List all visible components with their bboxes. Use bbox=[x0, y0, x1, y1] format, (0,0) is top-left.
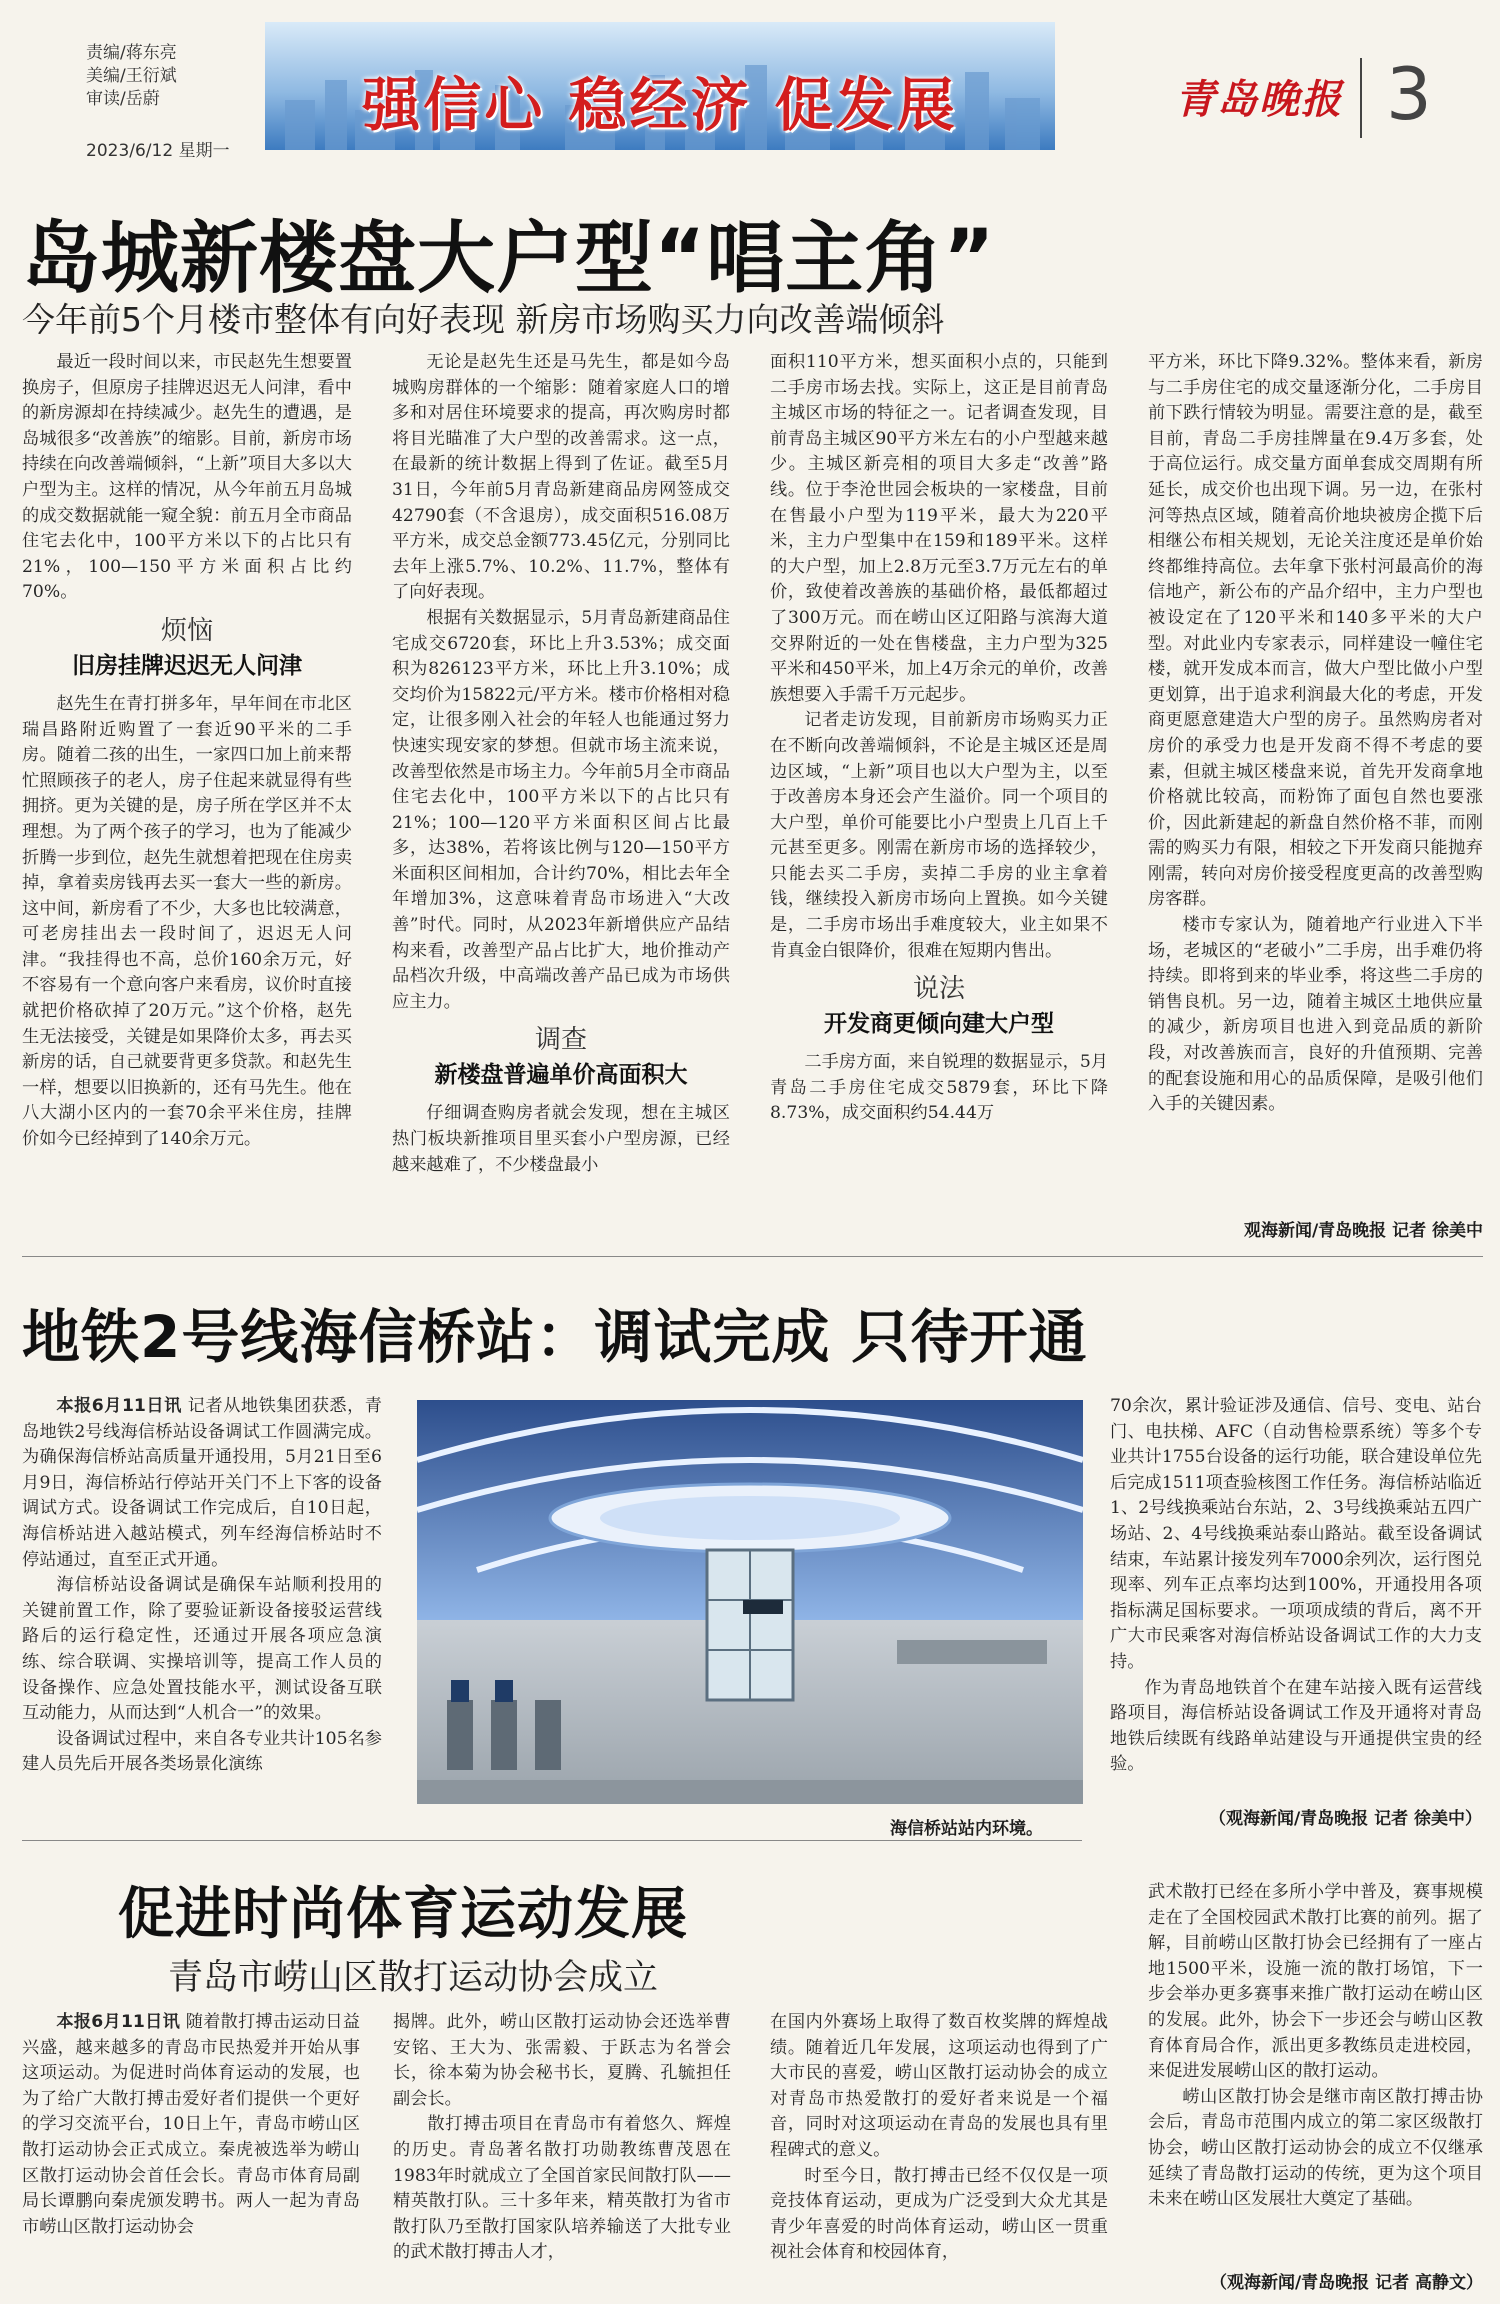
article2-colA-body3: 设备调试过程中，来自各专业共计105名参建人员先后开展各类场景化演练 bbox=[22, 1728, 382, 1775]
article1-col4-body1: 平方米，环比下降9.32%。整体来看，新房与二手房住宅的成交量逐渐分化，二手房目前下跌行情较为明显。需要注意的是，截至目前，青岛二手房挂牌量在9.4万多套，处于高位运行。成交量方面单套成交周期有所延长，成交价也出现下调。另一边，在张村河等热点区域，随着高价地块被房企揽下后相继公布相关规划，无论关注度还是单价始终都维持高位。去年拿下张村河最高价的海信地产，新公布的产品介绍中，主力户型也被设定在了120平米和140多平米的大户型。对此业内专家表示，同样建设一幢住宅楼，就开发成本而言，做大户型比做小户型更划算，出于追求利润最大化的考虑，开发商更愿意建造大户型的房子。虽然购房者对房价的承受力也是开发商不得不考虑的要素，但就主城区楼盘来说，首先开发商拿地价格就比较高，而粉饰了面包自然也要涨价，因此新建起的新盘自然价格不菲，而刚需的购买力有限，相较之下开发商只能抛弃刚需，转向对房价接受程度更高的改善型购房客群。 bbox=[1148, 352, 1483, 910]
article2-byline: （观海新闻/青岛晚报 记者 徐美中） bbox=[1208, 1809, 1482, 1829]
section-title-old-house: 旧房挂牌迟迟无人问津 bbox=[72, 652, 302, 679]
article2-dateline: 本报6月11日讯 bbox=[56, 1396, 182, 1416]
banner-slogan: 强信心 稳经济 促发展 bbox=[362, 71, 958, 139]
article3-column-1 bbox=[22, 2010, 360, 2292]
masthead-logo: 青岛晚报 bbox=[1175, 76, 1343, 123]
article1-col2-body1: 无论是赵先生还是马先生，都是如今岛城购房群体的一个缩影：随着家庭人口的增多和对居住环境要求的提高，再次购房时都将目光瞄准了大户型的改善需求。这一点，在最新的统计数据上得到了佐证。截至5月31日，今年前5月青岛新建商品房网签成交42790套（不含退房），成交面积516.08万平方米，成交总金额773.45亿元，分别同比去年上涨5.7%、10.2%、11.7%，整体有了向好表现。 bbox=[392, 352, 730, 603]
article3-col3-body2: 时至今日，散打搏击已经不仅仅是一项竞技体育运动，更成为广泛受到大众尤其是青少年喜爱的时尚体育运动，崂山区一贯重视社会体育和校园体育， bbox=[770, 2165, 1108, 2263]
divider-rule-2 bbox=[22, 1840, 1082, 1841]
page-number: 3 bbox=[1386, 52, 1432, 136]
article1-column-2 bbox=[392, 350, 730, 1240]
article2-column-1 bbox=[22, 1394, 382, 1834]
article3-dateline: 本报6月11日讯 bbox=[56, 2012, 181, 2032]
article1-col3-body2: 记者走访发现，目前新房市场购买力正在不断向改善端倾斜，不论是主城区还是周边区域，“上新”项目也以大户型为主，以至于改善房本身还会产生溢价。同一个项目的大户型，单价可能要比小户型贵上几百上千元甚至更多。刚需在新房市场的选择较少，只能去买二手房，卖掉二手房的业主拿着钱，继续投入新房市场向上置换。如今关键是，二手房市场出手难度较大，业主如果不肯真金白银降价，很难在短期内售出。 bbox=[770, 710, 1108, 961]
issue-date: 2023/6/12 星期一 bbox=[86, 141, 230, 161]
article2-colB-body1: 70余次，累计验证涉及通信、信号、变电、站台门、电扶梯、AFC（自动售检票系统）等多个专业共计1755台设备的运行功能，联合建设单位先后完成1511项查验核图工作任务。海信桥站临近1、2号线换乘站台东站，2、3号线换乘站五四广场站、2、4号线换乘站泰山路站。截至设备调试结束，车站累计接发列车7000余列次，运行图兑现率、列车正点率均达到100%，开通投用各项指标满足国标要求。一项项成绩的背后，离不开广大市民乘客对海信桥站设备调试工作的大力支持。 bbox=[1110, 1396, 1482, 1672]
divider-rule bbox=[22, 1256, 1483, 1257]
photo-caption: 海信桥站站内环境。 bbox=[890, 1819, 1043, 1839]
article1-intro: 最近一段时间以来，市民赵先生想要置换房子，但原房子挂牌迟迟无人问津，看中的新房源却在持续减少。赵先生的遭遇，是岛城很多“改善族”的缩影。目前，新房市场持续在向改善端倾斜，“上新”项目大多以大户型为主。这样的情况，从今年前五月岛城的成交数据就能一窥全貌：前五月全市商品住宅去化中，100平方米以下的占比只有21%，100—150平方米面积占比约70%。 bbox=[22, 352, 352, 603]
article1-column-1 bbox=[22, 350, 352, 1240]
article1-col2-body3: 仔细调查购房者就会发现，想在主城区热门板块新推项目里买套小户型房源，已经越来越难了，不少楼盘最小 bbox=[392, 1103, 730, 1175]
article1-headline: 岛城新楼盘大户型“唱主角” bbox=[22, 214, 996, 304]
article1-col3-body3: 二手房方面，来自锐理的数据显示，5月青岛二手房住宅成交5879套，环比下降8.73%，成交面积约54.44万 bbox=[770, 1052, 1108, 1124]
article2-headline: 地铁2号线海信桥站：调试完成 只待开通 bbox=[22, 1303, 1088, 1371]
article2-colB-body2: 作为青岛地铁首个在建车站接入既有运营线路项目，海信桥站设备调试工作及开通将对青岛地铁后续既有线路单站建设与开通提供宝贵的经验。 bbox=[1110, 1677, 1482, 1775]
article1-column-4 bbox=[1148, 350, 1483, 1212]
section-banner bbox=[265, 22, 1055, 150]
article3-column-4 bbox=[1148, 1880, 1483, 2262]
section-kicker-trouble: 烦恼 bbox=[160, 615, 213, 646]
proof-line: 审读/岳蔚 bbox=[86, 89, 160, 109]
article2-colA-body2: 海信桥站设备调试是确保车站顺利投用的关键前置工作，除了要验证新设备接驳运营线路后的运行稳定性，还通过开展各项应急演练、综合联调、实操培训等，提高工作人员的设备操作、应急处置技能水平，测试设备互联互动能力，从而达到“人机合一”的效果。 bbox=[22, 1575, 382, 1724]
section-title-developers: 开发商更倾向建大户型 bbox=[824, 1011, 1054, 1038]
article3-column-2 bbox=[393, 2010, 731, 2292]
article1-byline: 观海新闻/青岛晚报 记者 徐美中 bbox=[1243, 1221, 1483, 1241]
article1-col3-body1: 面积110平方米，想买面积小点的，只能到二手房市场去找。实际上，这正是目前青岛主城区市场的特征之一。记者调查发现，目前青岛主城区90平方米左右的小户型越来越少。主城区新亮相的项目大多走“改善”路线。位于李沧世园会板块的一家楼盘，目前在售最小户型为119平米，最大为220平米，主力户型集中在159和189平米。这样的大户型，加上2.8万元至3.7万元左右的单价，致使着改善族的基础价格，最低都超过了300万元。而在崂山区辽阳路与滨海大道交界附近的一处在售楼盘，主力户型为325平米和450平米，加上4万余元的单价，改善族想要入手需千万元起步。 bbox=[770, 352, 1108, 705]
article1-subheadline: 今年前5个月楼市整体有向好表现 新房市场购买力向改善端倾斜 bbox=[22, 300, 945, 339]
article1-col4-body2: 楼市专家认为，随着地产行业进入下半场，老城区的“老破小”二手房，出手难仍将持续。即将到来的毕业季，将这些二手房的销售良机。另一边，随着主城区土地供应量的减少，新房项目也进入到竞品质的新阶段，对改善族而言，良好的升值预期、完善的配套设施和用心的品质保障，是吸引他们入手的关键因素。 bbox=[1148, 915, 1483, 1115]
article3-col3-body1: 在国内外赛场上取得了数百枚奖牌的辉煌战绩。随着近几年发展，这项运动也得到了广大市民的喜爱，崂山区散打运动协会的成立对青岛市热爱散打的爱好者来说是一个福音，同时对这项运动在青岛的发展也具有里程碑式的意义。 bbox=[770, 2012, 1108, 2160]
article3-col4-body1: 武术散打已经在多所小学中普及，赛事规模走在了全国校园武术散打比赛的前列。据了解，目前崂山区散打协会已经拥有了一座占地1500平米，设施一流的散打场馆，下一步会举办更多赛事来推广散打运动在崂山区的发展。此外，协会下一步还会与崂山区教育体育局合作，派出更多教练员走进校园，来促进发展崂山区的散打运动。 bbox=[1148, 1882, 1483, 2082]
article3-col1-body: 随着散打搏击运动日益兴盛，越来越多的青岛市民热爱并开始从事这项运动。为促进时尚体育运动的发展，也为了给广大散打搏击爱好者们提供一个更好的学习交流平台，10日上午，青岛市崂山区散打运动协会正式成立。秦虎被选举为崂山区散打运动协会首任会长。青岛市体育局副局长谭鹏向秦虎颁发聘书。两人一起为青岛市崂山区散打运动协会 bbox=[22, 2012, 360, 2237]
section-title-new-projects: 新楼盘普遍单价高面积大 bbox=[434, 1062, 688, 1089]
article3-col2-body1: 揭牌。此外，崂山区散打运动协会还选举曹安铭、王大为、张需毅、于跃志为名誉会长，徐本菊为协会秘书长，夏腾、孔毓担任副会长。 bbox=[393, 2012, 731, 2109]
article3-col4-body2: 崂山区散打协会是继市南区散打搏击协会后，青岛市范围内成立的第二家区级散打协会，崂山区散打运动协会的成立不仅继承延续了青岛散打运动的传统，更为这个项目未来在崂山区发展壮大奠定了基础。 bbox=[1148, 2086, 1483, 2210]
designer-line: 美编/王衍斌 bbox=[86, 66, 177, 86]
article2-column-2 bbox=[1110, 1394, 1482, 1794]
section-kicker-opinion: 说法 bbox=[912, 974, 965, 1005]
station-interior-illustration bbox=[417, 1400, 1083, 1804]
article3-col2-body2: 散打搏击项目在青岛市有着悠久、辉煌的历史。青岛著名散打功勋教练曹茂恩在1983年时就成立了全国首家民间散打队——精英散打队。三十多年来，精英散打为省市散打队乃至散打国家队培养输送了大批专业的武术散打搏击人才， bbox=[393, 2114, 731, 2263]
article3-byline: （观海新闻/青岛晚报 记者 高静文） bbox=[1209, 2273, 1483, 2293]
editor-line: 责编/蒋东亮 bbox=[86, 43, 177, 63]
article1-col2-body2: 根据有关数据显示，5月青岛新建商品住宅成交6720套，环比上升3.53%；成交面积为826123平方米，环比上升3.10%；成交均价为15822元/平方米。楼市价格相对稳定，让很多刚入社会的年轻人也能通过努力快速实现安家的梦想。但就市场主流来说，改善型依然是市场主力。今年前5月全市商品住宅去化中，100平方米以下的占比只有21%；100—120平方米面积区间占比最多，达38%，若将该比例与120—150平方米面积区间相加，合计约70%，相比去年全年增加3%，这意味着青岛市场进入“大改善”时代。同时，从2023年新增供应产品结构来看，改善型产品占比扩大，地价推动产品档次升级，中高端改善产品已成为市场供应主力。 bbox=[392, 607, 730, 1012]
article3-subheadline: 青岛市崂山区散打运动协会成立 bbox=[168, 1958, 659, 1998]
article3-column-3 bbox=[770, 2010, 1108, 2292]
article2-colA-body1: 记者从地铁集团获悉，青岛地铁2号线海信桥站设备调试工作圆满完成。为确保海信桥站高质量开通投用，5月21日至6月9日，海信桥站行停站开关门不上下客的设备调试方式。设备调试工作完成后，自10日起，海信桥站进入越站模式，列车经海信桥站时不停站通过，直至正式开通。 bbox=[22, 1396, 382, 1570]
editor-credits bbox=[86, 42, 177, 111]
station-photo bbox=[417, 1400, 1083, 1804]
section-kicker-survey: 调查 bbox=[534, 1025, 587, 1056]
article1-column-3 bbox=[770, 350, 1108, 1240]
header-divider bbox=[1360, 58, 1362, 138]
article3-headline: 促进时尚体育运动发展 bbox=[118, 1882, 688, 1947]
article1-col1-body: 赵先生在青打拼多年，早年间在市北区瑞昌路附近购置了一套近90平米的二手房。随着二孩的出生，一家四口加上前来帮忙照顾孩子的老人，房子住起来就显得有些拥挤。更为关键的是，房子所在学区并不太理想。为了两个孩子的学习，也为了能减少折腾一步到位，赵先生就想着把现在住房卖掉，拿着卖房钱再去买一套大一些的新房。这中间，新房看了不少，大多也比较满意，可老房挂出去一段时间了，迟迟无人问津。“我挂得也不高，总价160余万元，好不容易有一个意向客户来看房，议价时直接就把价格砍掉了20万元。”这个价格，赵先生无法接受，关键是如果降价太多，再去买新房的话，自己就要背更多贷款。和赵先生一样，想要以旧换新的，还有马先生。他在八大湖小区内的一套70余平米住房，挂牌价如今已经掉到了140余万元。 bbox=[22, 693, 352, 1150]
